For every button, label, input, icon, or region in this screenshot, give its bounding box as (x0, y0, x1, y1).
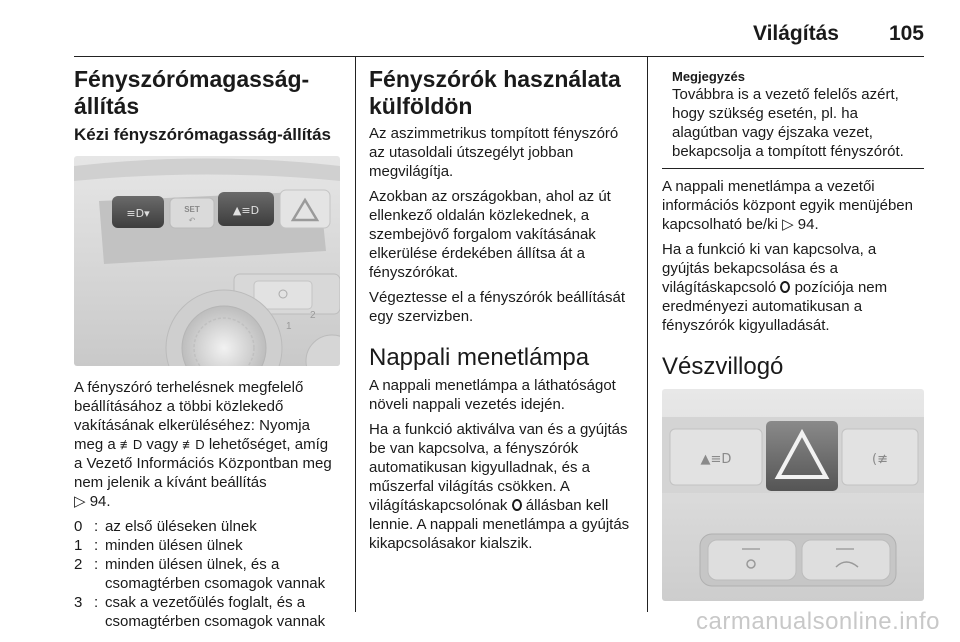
note-box (662, 68, 924, 169)
section-title-abroad: Fényszórók használata külföldön (369, 66, 621, 119)
paragraph-text-start: Ha a funkció ki van kapcsolva, a gyújtás bekapcsolása és a világításkapcsoló (662, 241, 877, 296)
light-switch-off-icon (512, 499, 522, 511)
photo-dashboard-buttons (74, 156, 340, 366)
list-item (74, 517, 340, 536)
paragraph-disabled (662, 240, 924, 335)
paragraph-text-mid: vagy (142, 436, 183, 453)
reference-arrow-icon: ▷ (74, 493, 86, 510)
paragraph-headlamp-adjust (74, 378, 340, 511)
section-name: Világítás (752, 22, 839, 45)
paragraph-text-end: állásban kell lennie. A nappali menetlámpa a gyújtás kikapcsolásakor kialszik. (369, 497, 630, 552)
paragraph-text-end: lehetőséget, amíg a Vezető Információs Központban meg nem jelenik a kívánt beállítás (74, 436, 332, 491)
running-header (753, 22, 924, 52)
paragraph-activation (369, 420, 633, 553)
svg-text:≡D▾: ≡D▾ (126, 207, 150, 220)
paragraph-service: Végeztesse el a fényszórók beállítását egy szervizben. (369, 289, 625, 325)
note-text: Továbbra is a vezető felelős azért, hogy szükség esetén, pl. ha alagútban vagy éjszaka vezet, bekapcsolja a tompított fényszórót. (672, 86, 904, 160)
paragraph-asymmetric: Az aszimmetrikus tompított fényszóró az utasoldali útszegélyt jobban megvilágítja. (369, 125, 619, 180)
list-key: 1 (74, 537, 83, 554)
page-reference: 94. (797, 216, 819, 233)
svg-text:▲≡D: ▲≡D (232, 204, 260, 217)
paragraph-visibility: A nappali menetlámpa a láthatóságot növeli nappali vezetés idején. (369, 377, 616, 413)
note-title: Megjegyzés (672, 69, 745, 84)
list-text: csak a vezetőülés foglalt, és a csomagtérben csomagok vannak (105, 594, 326, 630)
list-item (74, 593, 340, 631)
list-separator: : (94, 537, 99, 554)
list-text: az első üléseken ülnek (105, 518, 257, 535)
reference-arrow-icon: ▷ (782, 216, 794, 233)
page-reference: 94. (89, 493, 111, 510)
list-separator: : (94, 556, 99, 573)
column-divider-1 (355, 56, 356, 612)
column-divider-2 (647, 56, 648, 612)
svg-text:▲≡D: ▲≡D (700, 452, 732, 467)
section-title-hazard: Vészvillogó (662, 353, 784, 380)
list-separator: : (94, 518, 99, 535)
list-item (74, 536, 340, 555)
watermark: carmanualsonline.info (696, 608, 940, 635)
photo-hazard-buttons (662, 389, 924, 601)
paragraph-countries: Azokban az országokban, ahol az út ellenkező oldalán közlekednek, a szembejövő forgalom vakításának elkerülése érdekében állítsa át a fényszórókat. (369, 188, 611, 281)
paragraph-dic-menu (662, 177, 924, 234)
list-item (74, 555, 340, 593)
headlamp-level-down-icon: ≢D (119, 437, 143, 452)
note-rule (662, 168, 924, 169)
paragraph-text: A nappali menetlámpa a vezetői információs központ egyik menüjében kapcsolható be/ki (662, 178, 913, 233)
list-text: minden ülésen ülnek, és a csomagtérben csomagok vannak (105, 556, 326, 592)
list-text: minden ülésen ülnek (105, 537, 243, 554)
list-key: 3 (74, 594, 83, 611)
svg-text:↶: ↶ (188, 216, 196, 225)
section-title-headlamp-range: Fényszórómagasság-állítás (74, 66, 310, 119)
headlamp-level-up-icon: ≢D (182, 437, 205, 452)
column-3 (662, 56, 924, 612)
paragraph-text-start: Ha a funkció aktiválva van és a gyújtás be van kapcsolva, a fényszórók automatikusan kigyulladnak, és a műszerfal világítás csökken. A világításkapcsolónak (369, 421, 628, 514)
hazard-buttons-illustration (662, 389, 924, 601)
set-label: SET (184, 205, 200, 214)
paragraph-text-end: pozíciója nem eredményezi automatikusan a fényszórók kigyulladását. (662, 279, 888, 334)
list-key: 2 (74, 556, 83, 573)
svg-text:1: 1 (286, 321, 292, 332)
svg-text:(≢: (≢ (872, 452, 888, 467)
svg-text:2: 2 (310, 310, 316, 321)
dashboard-buttons-illustration (74, 156, 340, 366)
paragraph-text-start: A fényszóró terhelésnek megfelelő beállításához a többi közlekedő vakításának elkerüléséhez: Nyomja meg a (74, 379, 310, 453)
section-title-daytime-lights: Nappali menetlámpa (369, 344, 590, 371)
column-2 (369, 56, 633, 612)
light-switch-off-icon (780, 281, 790, 293)
list-key: 0 (74, 518, 83, 535)
subsection-title-manual-range: Kézi fényszórómagasság-állítás (74, 125, 331, 144)
load-level-list (74, 517, 340, 631)
column-1 (74, 56, 340, 630)
page-number: 105 (888, 22, 924, 45)
list-separator: : (94, 594, 99, 611)
